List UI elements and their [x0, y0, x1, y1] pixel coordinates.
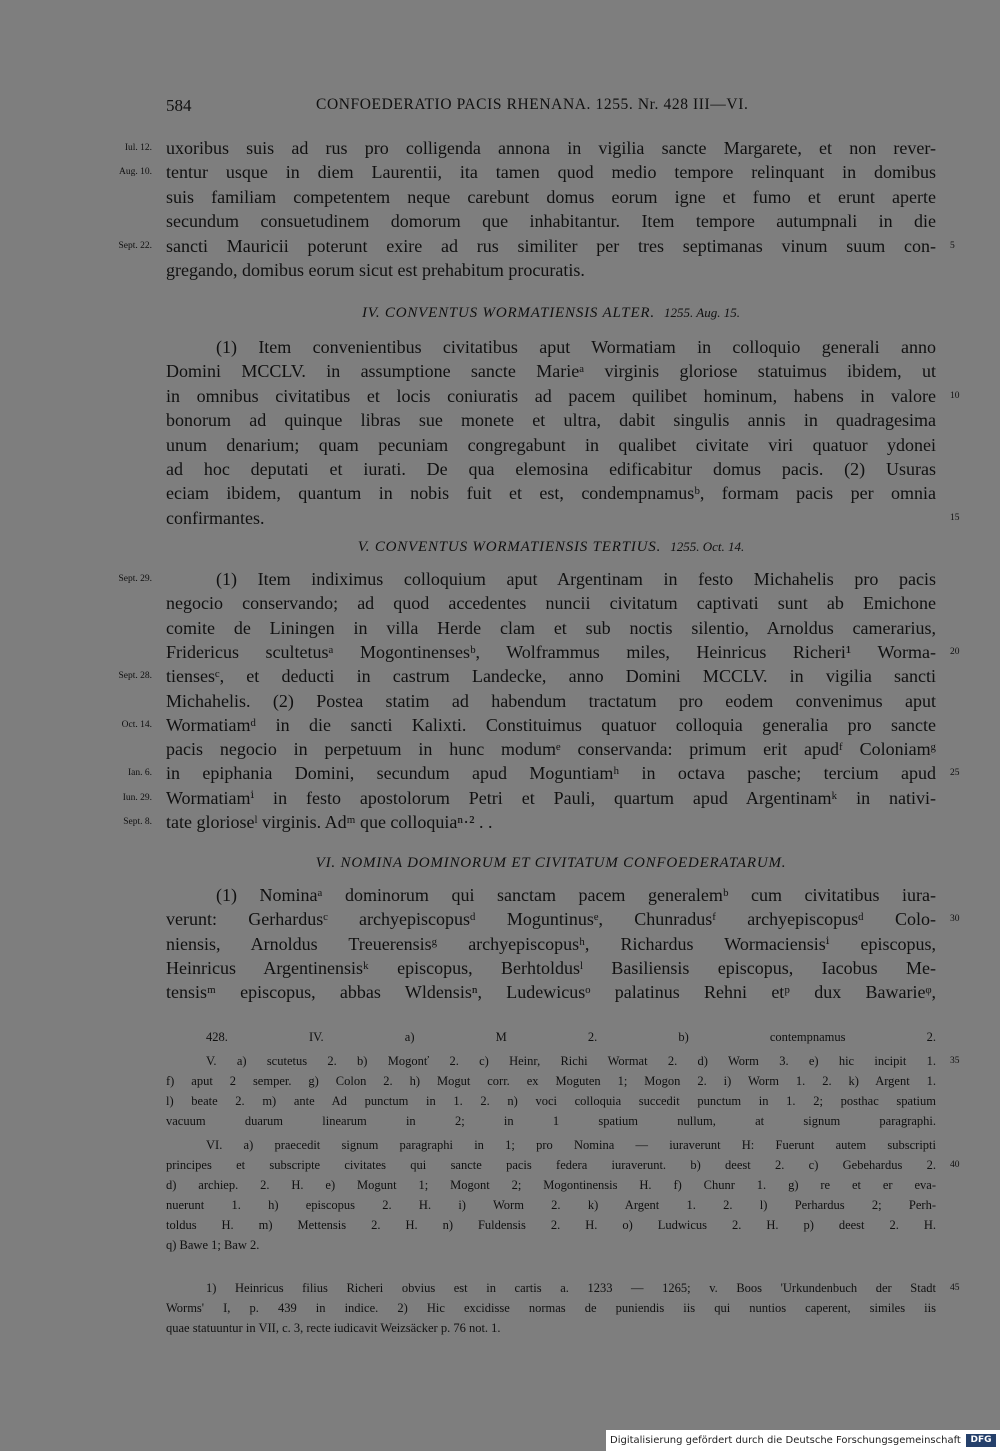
- line-number: 5: [950, 241, 955, 251]
- heading-iv-title: IV. CONVENTUS WORMATIENSIS ALTER.: [362, 305, 655, 321]
- text-line: sancti Mauricii poterunt exire ad rus similiter per tres septimanas vinum suum con-: [166, 236, 936, 256]
- text-line: Michahelis. (2) Postea statim ad habendum tractatum pro eodem convenimus aput: [166, 691, 936, 711]
- apparatus-line: l) beate 2. m) ante Ad punctum in 1. 2. n) voci colloquia succedit punctum in 1. 2; posthac spatium: [166, 1094, 936, 1108]
- line-number: 20: [950, 647, 960, 657]
- margin-date: Ian. 6.: [127, 768, 152, 778]
- heading-iv-date: 1255. Aug. 15.: [664, 305, 740, 320]
- text-line: suis familiam competentem neque carebunt domus eorum igne et fumo et erunt aperte: [166, 187, 936, 207]
- page-number: 584: [166, 96, 192, 115]
- footnote-line: 1) Heinricus filius Richeri obvius est in cartis a. 1233 — 1265; v. Boos 'Urkundenbuch der Stadt: [206, 1281, 936, 1295]
- text-line: Heinricus Argentinensisᵏ episcopus, Berhtoldusˡ Basiliensis episcopus, Iacobus Me-: [166, 958, 936, 978]
- text-line: in omnibus civitatibus et locis coniuratis ad pacem quilibet hominum, habens in valore: [166, 386, 936, 406]
- apparatus-line: V. a) scutetus 2. b) Mogonť 2. c) Heinr, Richi Wormat 2. d) Worm 3. e) hic incipit 1.: [206, 1054, 936, 1068]
- text-line: negocio conservando; ad quod accedentes nuncii civitatum captivati sunt ab Emichone: [166, 593, 936, 613]
- margin-date: Oct. 14.: [121, 720, 152, 730]
- text-line: pacis negocio in perpetuum in hunc modumᵉ conservanda: primum erit apudᶠ Coloniamᵍ: [166, 739, 936, 759]
- apparatus-line: q) Bawe 1; Baw 2.: [166, 1238, 260, 1252]
- text-line: in epiphania Domini, secundum apud Moguntiamʰ in octava pasche; tercium apud: [166, 763, 936, 783]
- text-line: tate glorioseˡ virginis. Adᵐ que colloquiaⁿ·² . .: [166, 812, 493, 832]
- dfg-logo: DFG: [966, 1434, 996, 1447]
- running-title: CONFOEDERATIO PACIS RHENANA. 1255. Nr. 428 III—VI.: [316, 96, 749, 113]
- text-line: comite de Liningen in villa Herde clam et sub noctis silentio, Arnoldus camerarius,: [166, 618, 936, 638]
- section-heading-vi: [166, 852, 936, 874]
- text-line: Wormatiamᵈ in die sancti Kalixti. Constituimus quatuor colloquia generalia pro sancte: [166, 715, 936, 735]
- footnote-line: quae statuuntur in VII, c. 3, recte iudicavit Weizsäcker p. 76 not. 1.: [166, 1321, 501, 1335]
- footer-text: Digitalisierung gefördert durch die Deutsche Forschungsgemeinschaft: [610, 1435, 961, 1446]
- margin-date: Iul. 12.: [124, 143, 152, 153]
- line-number: 15: [950, 513, 960, 523]
- apparatus-line: 428. IV. a) M 2. b) contempnamus 2.: [206, 1030, 936, 1044]
- apparatus-line: d) archiep. 2. H. e) Mogunt 1; Mogont 2; Mogontinensis H. f) Chunr 1. g) re et er eva-: [166, 1178, 936, 1192]
- margin-date: Sept. 8.: [123, 817, 152, 827]
- heading-v-title: V. CONVENTUS WORMATIENSIS TERTIUS.: [357, 539, 662, 555]
- text-line: unum denarium; quam pecuniam congregabunt in qualibet civitate viri quatuor ydonei: [166, 435, 936, 455]
- text-line: verunt: Gerhardusᶜ archyepiscopusᵈ Moguntinusᵉ, Chunradusᶠ archyepiscopusᵈ Colo-: [166, 909, 936, 929]
- text-line: tiensesᶜ, et deducti in castrum Landecke, anno Domini MCCLV. in vigilia sancti: [166, 666, 936, 686]
- apparatus-line: f) aput 2 semper. g) Colon 2. h) Mogut corr. ex Moguten 1; Mogon 2. i) Worm 1. 2. k) Argent 1.: [166, 1074, 936, 1088]
- apparatus-line: principes et subscripte civitates qui sancte pacis federa iuraverunt. b) deest 2. c) Gebehardus 2.: [166, 1158, 936, 1172]
- margin-date: Aug. 10.: [119, 167, 152, 177]
- text-line: gregando, domibus eorum sicut est prehabitum procuratis.: [166, 260, 585, 280]
- line-number: 35: [950, 1056, 960, 1066]
- text-line: Fridericus scultetusᵃ Mogontinensesᵇ, Wolframmus miles, Heinricus Richeri¹ Worma-: [166, 642, 936, 662]
- text-line: Wormatiamⁱ in festo apostolorum Petri et Pauli, quartum apud Argentinamᵏ in nativi-: [166, 788, 936, 808]
- apparatus-line: nuerunt 1. h) episcopus 2. H. i) Worm 2. k) Argent 1. 2. l) Perhardus 2; Perh-: [166, 1198, 936, 1212]
- page-header: [166, 96, 936, 120]
- line-number: 40: [950, 1160, 960, 1170]
- text-line: niensis, Arnoldus Treuerensisᵍ archyepiscopusʰ, Richardus Wormaciensisⁱ episcopus,: [166, 934, 936, 954]
- margin-date: Sept. 22.: [118, 241, 152, 251]
- heading-v-date: 1255. Oct. 14.: [670, 539, 745, 554]
- text-line: tensisᵐ episcopus, abbas Wldensisⁿ, Ludewicusᵒ palatinus Rehni etᵖ dux Bawarieᵠ,: [166, 982, 936, 1002]
- text-line: tentur usque in diem Laurentii, ita tamen quod medio tempore relinquant in domibus: [166, 162, 936, 182]
- margin-date: Sept. 28.: [118, 671, 152, 681]
- digitization-footer: [606, 1430, 1000, 1451]
- apparatus-line: vacuum duarum linearum in 2; in 1 spatium nullum, at signum paragraphi.: [166, 1114, 936, 1128]
- margin-date: Iun. 29.: [122, 793, 152, 803]
- section-heading-v: [166, 536, 936, 558]
- text-line: ad hoc deputati et iurati. De qua elemosina edificabitur domus pacis. (2) Usuras: [166, 459, 936, 479]
- text-line: (1) Item indiximus colloquium aput Argentinam in festo Michahelis pro pacis: [216, 569, 936, 589]
- text-line: bonorum ad quinque libras sue monete et ultra, dabit singulis annis in quadragesima: [166, 410, 936, 430]
- apparatus-line: VI. a) praecedit signum paragraphi in 1; pro Nomina — iuraverunt H: Fuerunt autem subscripti: [206, 1138, 936, 1152]
- line-number: 30: [950, 914, 960, 924]
- margin-date: Sept. 29.: [118, 574, 152, 584]
- line-number: 45: [950, 1283, 960, 1293]
- line-number: 25: [950, 768, 960, 778]
- apparatus-line: toldus H. m) Mettensis 2. H. n) Fuldensis 2. H. o) Ludwicus 2. H. p) deest 2. H.: [166, 1218, 936, 1232]
- text-line: uxoribus suis ad rus pro colligenda annona in vigilia sancte Margarete, et non rever-: [166, 138, 936, 158]
- text-line: Domini MCCLV. in assumptione sancte Marieᵃ virginis gloriose statuimus ibidem, ut: [166, 361, 936, 381]
- text-line: confirmantes.: [166, 508, 265, 528]
- footnote-line: Worms' I, p. 439 in indice. 2) Hic excidisse normas de puniendis iis qui nuntios caperent, similes iis: [166, 1301, 936, 1315]
- text-line: (1) Nominaᵃ dominorum qui sanctam pacem generalemᵇ cum civitatibus iura-: [216, 885, 936, 905]
- text-line: secundum consuetudinem domorum que inhabitantur. Item tempore autumpnali in die: [166, 211, 936, 231]
- section-heading-iv: [166, 302, 936, 324]
- heading-vi-title: VI. NOMINA DOMINORUM ET CIVITATUM CONFOEDERATARUM.: [315, 855, 787, 871]
- text-line: eciam ibidem, quantum in nobis fuit et est, condempnamusᵇ, formam pacis per omnia: [166, 483, 936, 503]
- line-number: 10: [950, 391, 960, 401]
- text-line: (1) Item convenientibus civitatibus aput Wormatiam in colloquio generali anno: [216, 337, 936, 357]
